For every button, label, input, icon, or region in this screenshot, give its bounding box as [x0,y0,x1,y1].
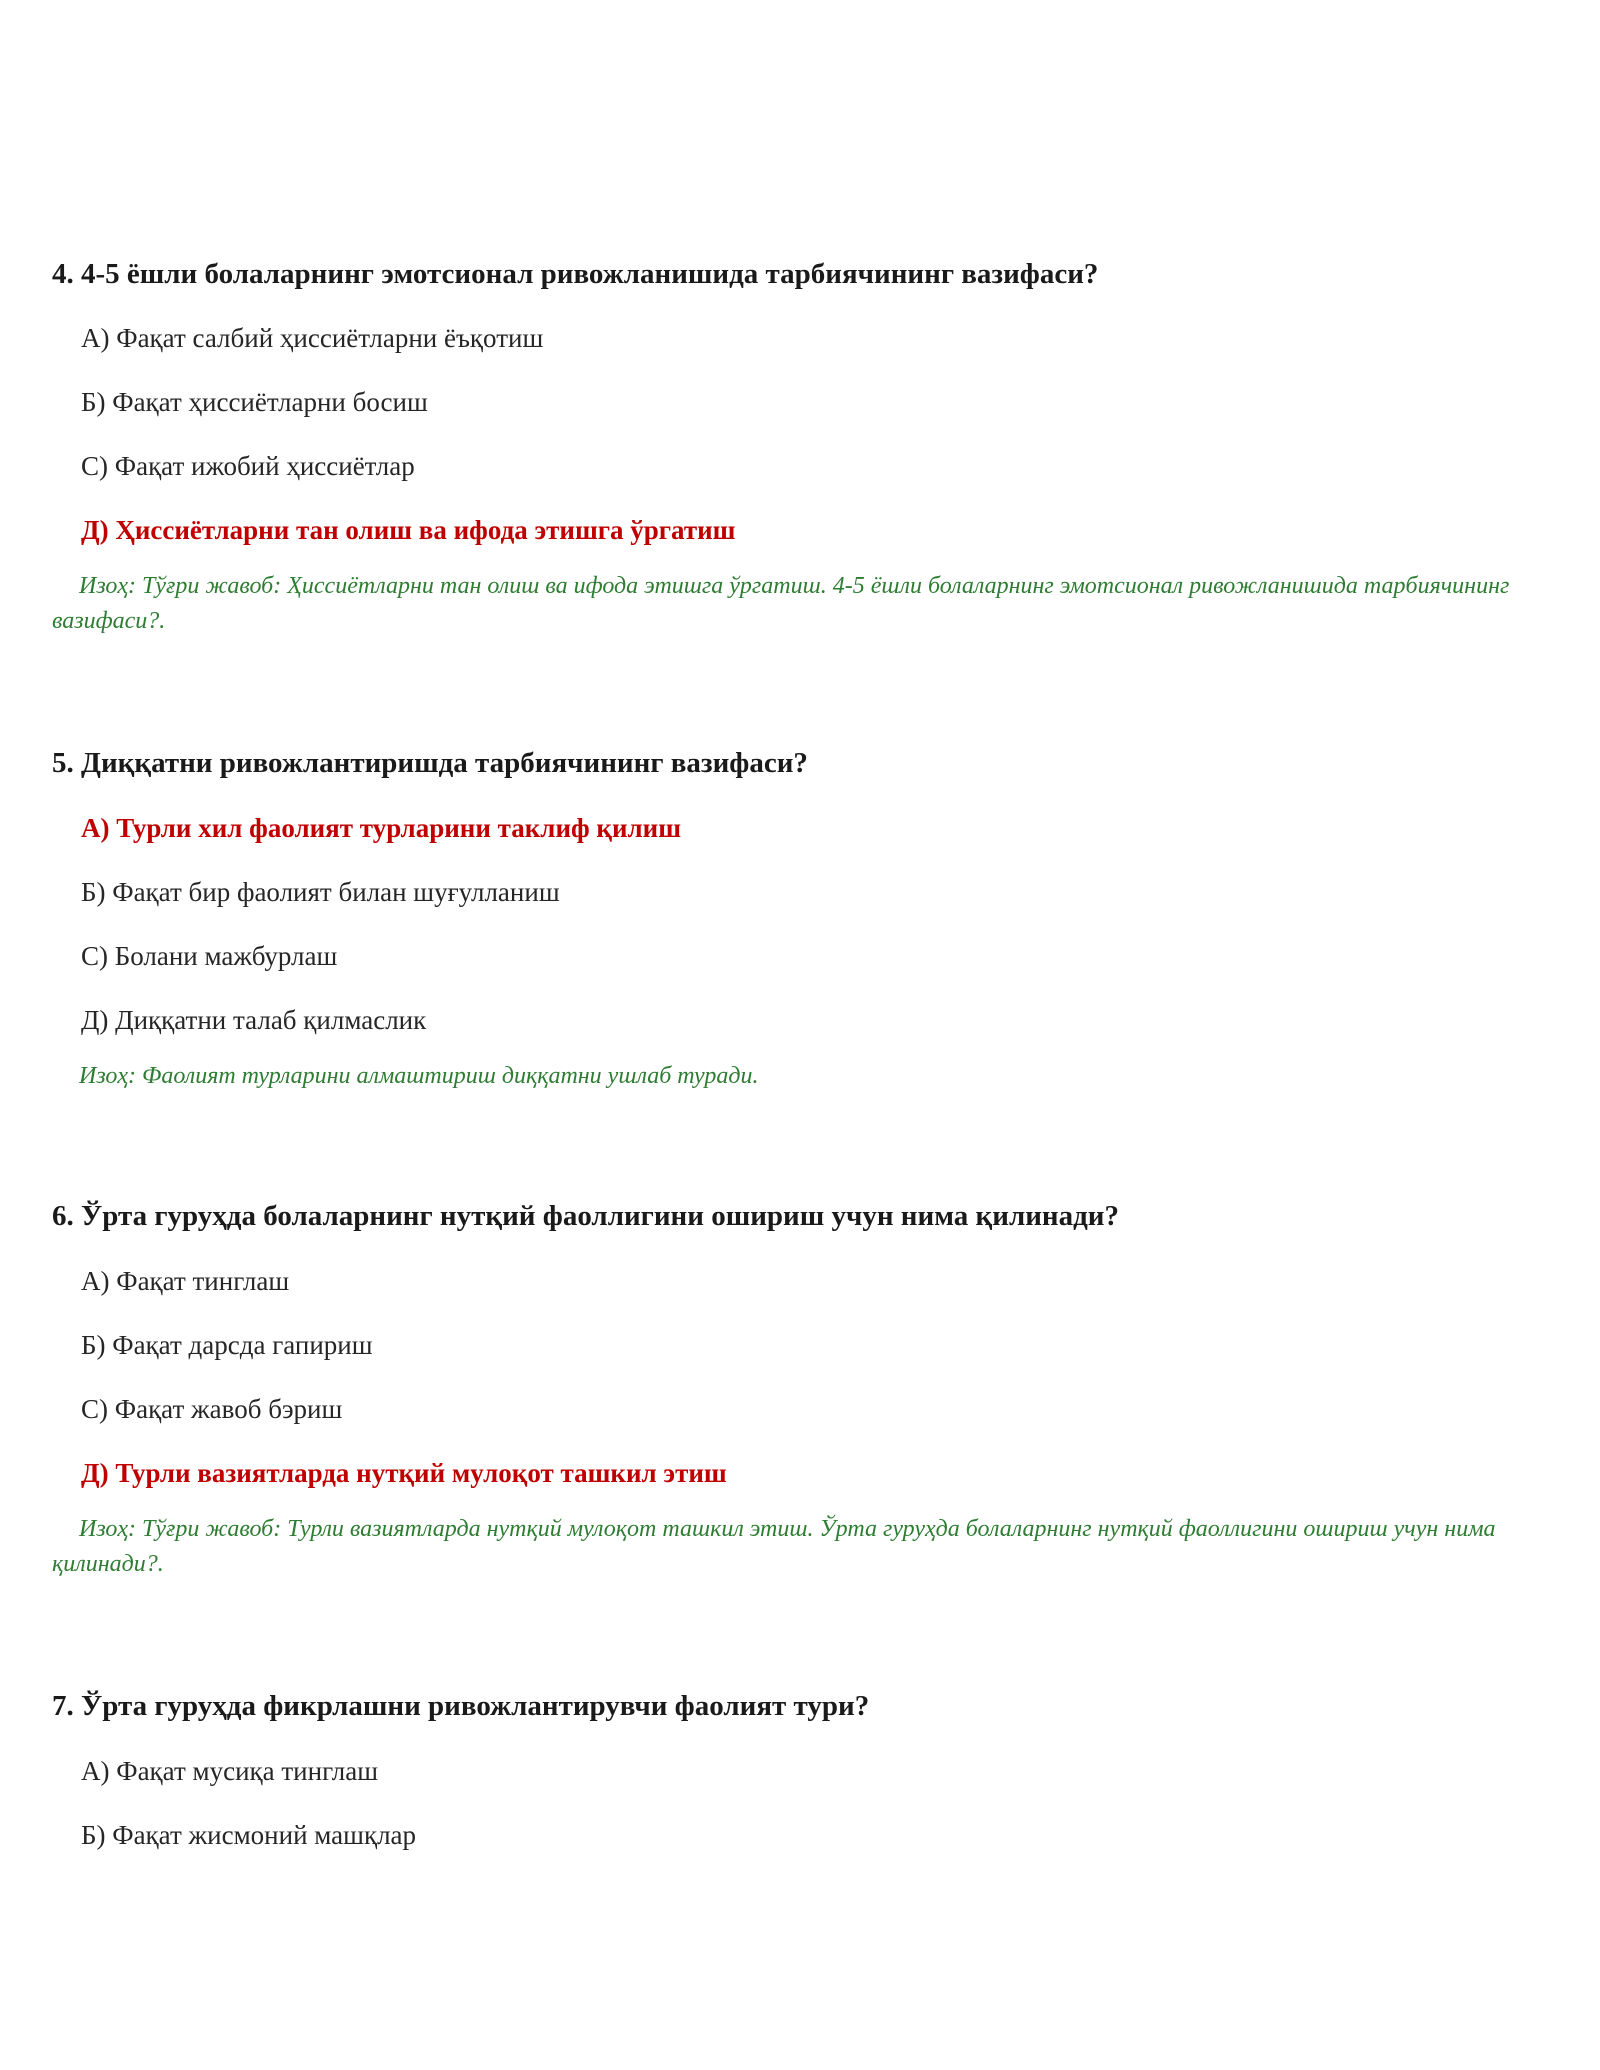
question-4 [52,256,1552,639]
question-title: 6. Ўрта гуруҳда болаларнинг нутқий фаоллигини ошириш учун нима қилинади? [52,1200,1120,1232]
question-6 [52,1198,1552,1582]
answer-option-a: А) Фақат мусиқа тинглаш [81,1756,379,1786]
answer-option-b: Б) Фақат жисмоний машқлар [81,1820,417,1850]
question-5 [52,745,1552,1094]
answer-option-d: Д) Диққатни талаб қилмаслик [81,1005,427,1035]
question-title: 7. Ўрта гуруҳда фикрлашни ривожлантирувчи фаолият тури? [52,1690,870,1722]
question-title: 4. 4-5 ёшли болаларнинг эмотсионал ривожланишида тарбиячининг вазифаси? [52,258,1099,290]
answer-option-c: С) Болани мажбурлаш [81,941,338,971]
correct-answer-option-a: А) Турли хил фаолият турларини таклиф қилиш [81,813,682,843]
answer-option-c: С) Фақат ижобий ҳиссиётлар [81,451,415,481]
explanation-note: Изоҳ: Тўғри жавоб: Ҳиссиётларни тан олиш ва ифода этишга ўргатиш. 4-5 ёшли болаларнинг эмотсионал ривожланишида тарбиячининг вазифаси?. [52,573,1510,634]
explanation-note: Изоҳ: Тўғри жавоб: Турли вазиятларда нутқий мулоқот ташкил этиш. Ўрта гуруҳда болаларнинг нутқий фаоллигини ошириш учун нима қилинади?. [52,1516,1496,1577]
answer-option-a: А) Фақат салбий ҳиссиётларни ёъқотиш [81,323,544,353]
correct-answer-option-d: Д) Турли вазиятларда нутқий мулоқот ташкил этиш [81,1458,727,1488]
answer-option-b: Б) Фақат бир фаолият билан шуғулланиш [81,877,560,907]
answer-option-b: Б) Фақат ҳиссиётларни босиш [81,387,428,417]
question-7 [52,1688,1552,1852]
answer-option-a: А) Фақат тинглаш [81,1266,290,1296]
question-title: 5. Диққатни ривожлантиришда тарбиячининг вазифаси? [52,747,808,779]
explanation-note: Изоҳ: Фаолият турларини алмаштириш диққатни ушлаб туради. [79,1063,759,1089]
correct-answer-option-d: Д) Ҳиссиётларни тан олиш ва ифода этишга ўргатиш [81,515,736,545]
answer-option-b: Б) Фақат дарсда гапириш [81,1330,373,1360]
answer-option-c: С) Фақат жавоб бэриш [81,1394,343,1424]
